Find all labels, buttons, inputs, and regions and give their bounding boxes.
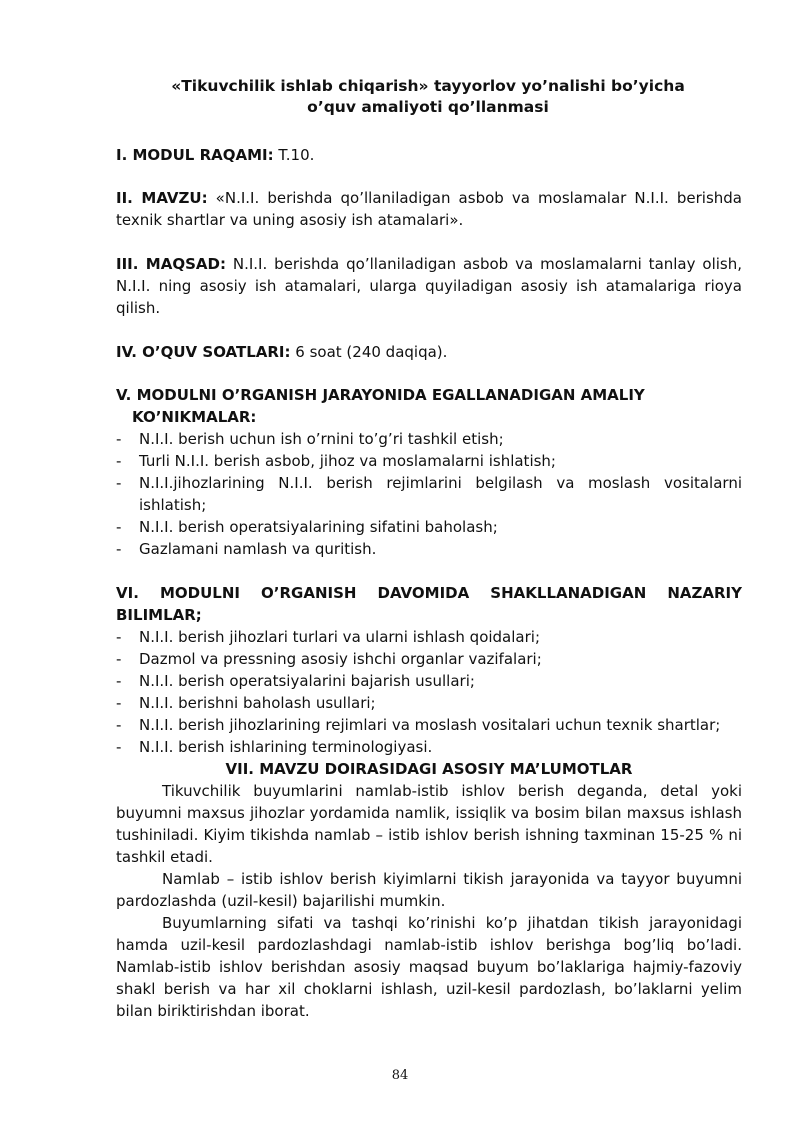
section-text: T.10. (273, 146, 315, 164)
title-line-2: o’quv amaliyoti qo’llanmasi (307, 98, 549, 116)
page-title (110, 76, 746, 118)
title-line-1: «Tikuvchilik ishlab chiqarish» tayyorlov yo’nalishi bo’yicha (171, 77, 685, 95)
section-goal (116, 253, 742, 319)
list-item: - N.I.I.jihozlarining N.I.I. berish rejimlarini belgilash va moslash vositalarni ishlatish; (116, 472, 742, 516)
knowledge-list (116, 626, 742, 758)
paragraph: Namlab – istib ishlov berish kiyimlarni tikish jarayonida va tayyor buyumni pardozlashda (uzil-kesil) bajarilishi mumkin. (116, 870, 742, 910)
section-heading-main-info: VII. MAVZU DOIRASIDAGI ASOSIY MA’LUMOTLAR (225, 760, 633, 778)
list-item: - N.I.I. berish jihozlari turlari va ularni ishlash qoidalari; (116, 626, 742, 648)
list-item: - N.I.I. berish operatsiyalarini bajarish usullari; (116, 670, 742, 692)
list-item: - N.I.I. berish ishlarining terminologiyasi. (116, 736, 742, 758)
section-module-number (116, 144, 742, 166)
list-item: - N.I.I. berish uchun ish o’rnini to’g’ri tashkil etish; (116, 428, 742, 450)
list-item: - Gazlamani namlash va quritish. (116, 538, 742, 560)
list-item: - Turli N.I.I. berish asbob, jihoz va moslamalarni ishlatish; (116, 450, 742, 472)
section-text: «N.I.I. berishda qo’llaniladigan asbob va moslamalar N.I.I. berishda texnik shartlar va uning asosiy ish atamalari». (116, 189, 742, 229)
main-info-body (116, 780, 742, 1022)
section-label: II. MAVZU: (116, 189, 208, 207)
section-label: IV. O’QUV SOATLARI: (116, 343, 291, 361)
section-topic (116, 187, 742, 231)
section-text: N.I.I. berishda qo’llaniladigan asbob va moslamalarni tanlay olish, N.I.I. ning asosiy ish atamalari, ularga quyiladigan asosiy ish atamalariga rioya qilish. (116, 255, 743, 317)
section-heading: V. MODULNI O’RGANISH JARAYONIDA EGALLANADIGAN AMALIY (116, 386, 645, 404)
section-heading: VI. MODULNI O’RGANISH DAVOMIDA SHAKLLANADIGAN NAZARIY BILIMLAR; (116, 584, 742, 624)
section-heading-cont: KO’NIKMALAR: (132, 408, 257, 426)
section-text: 6 soat (240 daqiqa). (290, 343, 448, 361)
list-item: - N.I.I. berish operatsiyalarining sifatini baholash; (116, 516, 742, 538)
section-practical-skills (116, 384, 742, 560)
paragraph: Tikuvchilik buyumlarini namlab-istib ishlov berish deganda, detal yoki buyumni maxsus jihozlar yordamida namlik, issiqlik va bosim bilan maxsus ishlash tushiniladi. Kiyim tikishda namlab – istib ishlov berish ishning taxminan 15-25 % ni tashkil etadi. (116, 782, 742, 866)
page-number: 84 (391, 1068, 409, 1083)
section-study-hours (116, 341, 742, 363)
paragraph: Buyumlarning sifati va tashqi ko’rinishi ko’p jihatdan tikish jarayonidagi hamda uzil-kesil pardozlashdagi namlab-istib ishlov berishga bog’liq bo’ladi. Namlab-istib ishlov berishdan asosiy maqsad buyum bo’laklariga hajmiy-fazoviy shakl berish va har xil choklarni ishlash, uzil-kesil pardozlash, bo’laklarni yelim bilan biriktirishdan iborat. (116, 914, 742, 1020)
section-label: I. MODUL RAQAMI: (116, 146, 274, 164)
section-theoretical-knowledge (116, 582, 742, 758)
list-item: - N.I.I. berish jihozlarining rejimlari va moslash vositalari uchun texnik shartlar; (116, 714, 742, 736)
list-item: - Dazmol va pressning asosiy ishchi organlar vazifalari; (116, 648, 742, 670)
list-item: - N.I.I. berishni baholash usullari; (116, 692, 742, 714)
skills-list (116, 428, 742, 560)
section-label: III. MAQSAD: (116, 255, 226, 273)
